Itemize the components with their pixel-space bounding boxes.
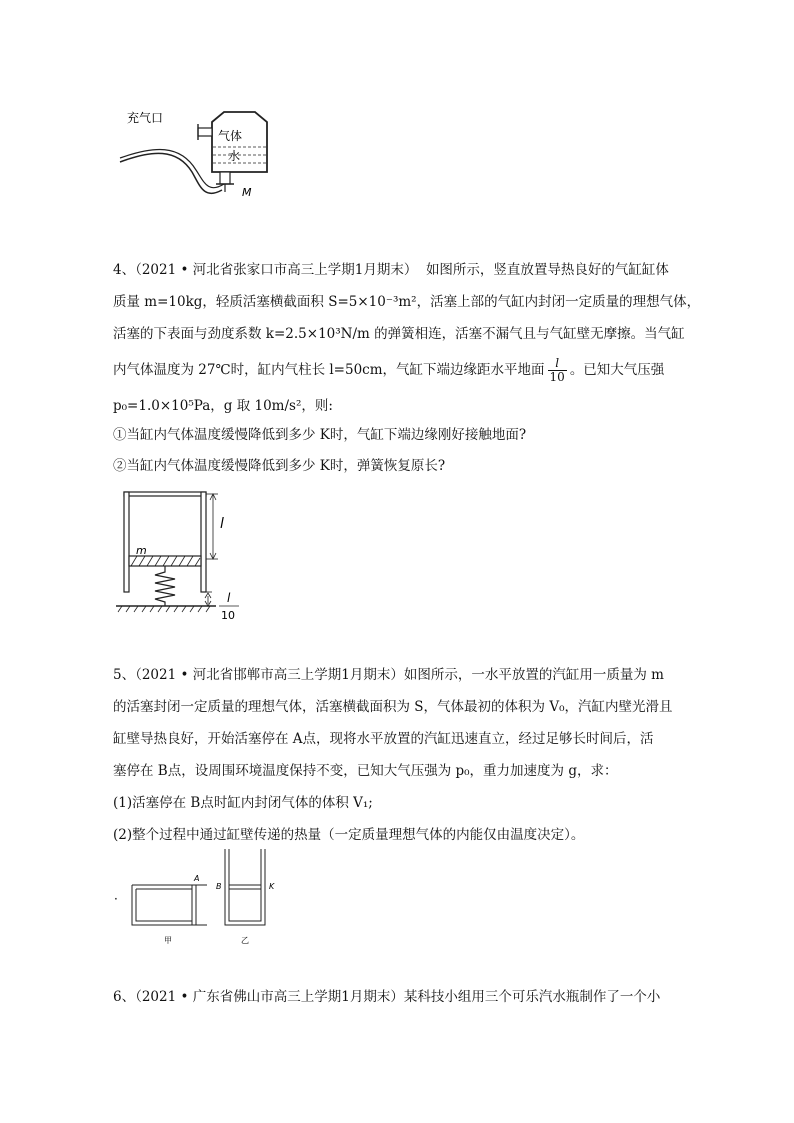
label-water: 水	[228, 149, 241, 163]
q4-line4-a: 内气体温度为 27℃时，缸内气柱长 l=50cm，气缸下端边缘距水平地面	[113, 362, 545, 378]
q4-sub2: ②当缸内气体温度缓慢降低到多少 K时，弹簧恢复原长?	[113, 458, 446, 474]
q5-sub2: (2)整个过程中通过缸壁传递的热量（一定质量理想气体的内能仅由温度决定）。	[113, 827, 585, 843]
q4-source: （2021 • 河北省张家口市高三上学期1月期末）	[135, 262, 418, 278]
q5-line3: 缸壁导热良好，开始活塞停在 A点，现将水平放置的汽缸迅速直立，经过足够长时间后，活	[113, 731, 654, 747]
q4-line1: 4、（2021 • 河北省张家口市高三上学期1月期末） 如图所示，竖直放置导热良好的气缸缸体	[113, 262, 669, 278]
q4-line4-b: 。已知大气压强	[569, 362, 665, 378]
svg-text:·: ·	[114, 892, 118, 906]
figure-gas-water-container	[112, 100, 282, 210]
q5-number: 5	[113, 667, 122, 683]
q5-line4: 塞停在 B点，设周围环境温度保持不变，已知大气压强为 p₀，重力加速度为 g，求：	[113, 763, 618, 779]
fig-label-K: K	[269, 882, 275, 891]
fig-label-yi: 乙	[241, 936, 249, 945]
q4-fraction	[548, 357, 567, 384]
q4-line5: p₀=1.0×10⁵Pa，g 取 10m/s²，则:	[113, 398, 333, 414]
label-gas: 气体	[218, 129, 243, 143]
label-m: M	[242, 186, 252, 199]
q4-number: 4	[113, 262, 122, 278]
fig-label-frac-den: 10	[221, 609, 235, 622]
q4-line4	[113, 357, 664, 384]
fig-label-A: A	[194, 874, 200, 883]
fig-label-l: l	[220, 516, 224, 532]
q6-number: 6	[113, 989, 122, 1005]
q4-line3: 活塞的下表面与劲度系数 k=2.5×10³N/m 的弹簧相连，活塞不漏气且与气缸壁无摩擦。当气缸	[113, 326, 685, 342]
q4-line1-text: 如图所示，竖直放置导热良好的气缸缸体	[425, 262, 669, 278]
q5-source: （2021 • 河北省邯郸市高三上学期1月期末）	[135, 667, 404, 683]
q5-line1-text: 如图所示，一水平放置的汽缸用一质量为 m	[403, 667, 664, 683]
q6-line1-text: 某科技小组用三个可乐汽水瓶制作了一个小	[403, 989, 661, 1005]
q5-line1: 5、（2021 • 河北省邯郸市高三上学期1月期末）如图所示，一水平放置的汽缸用一质量为 m	[113, 667, 664, 683]
figure-two-cylinders	[112, 845, 292, 955]
q4-sub1: ①当缸内气体温度缓慢降低到多少 K时，气缸下端边缘刚好接触地面?	[113, 427, 527, 443]
q4-frac-den: 10	[549, 370, 565, 384]
q4-line2: 质量 m=10kg，轻质活塞横截面积 S=5×10⁻³m²，活塞上部的气缸内封闭一定质量的理想气体，	[113, 294, 701, 310]
q6-source: （2021 • 广东省佛山市高三上学期1月期末）	[135, 989, 404, 1005]
figure-cylinder-spring	[112, 484, 252, 624]
label-inlet: 充气口	[127, 111, 164, 125]
fig-label-frac-num: l	[227, 591, 231, 605]
fig-label-jia: 甲	[164, 936, 172, 945]
q4-frac-num: l	[548, 357, 567, 371]
fig-label-B: B	[216, 882, 222, 891]
q5-line2: 的活塞封闭一定质量的理想气体，活塞横截面积为 S，气体最初的体积为 V₀，汽缸内壁光滑且	[113, 699, 673, 715]
fig-label-m: m	[136, 544, 147, 557]
q6-line1: 6、（2021 • 广东省佛山市高三上学期1月期末）某科技小组用三个可乐汽水瓶制作了一个小	[113, 989, 661, 1005]
q5-sub1: (1)活塞停在 B点时缸内封闭气体的体积 V₁;	[113, 795, 373, 811]
